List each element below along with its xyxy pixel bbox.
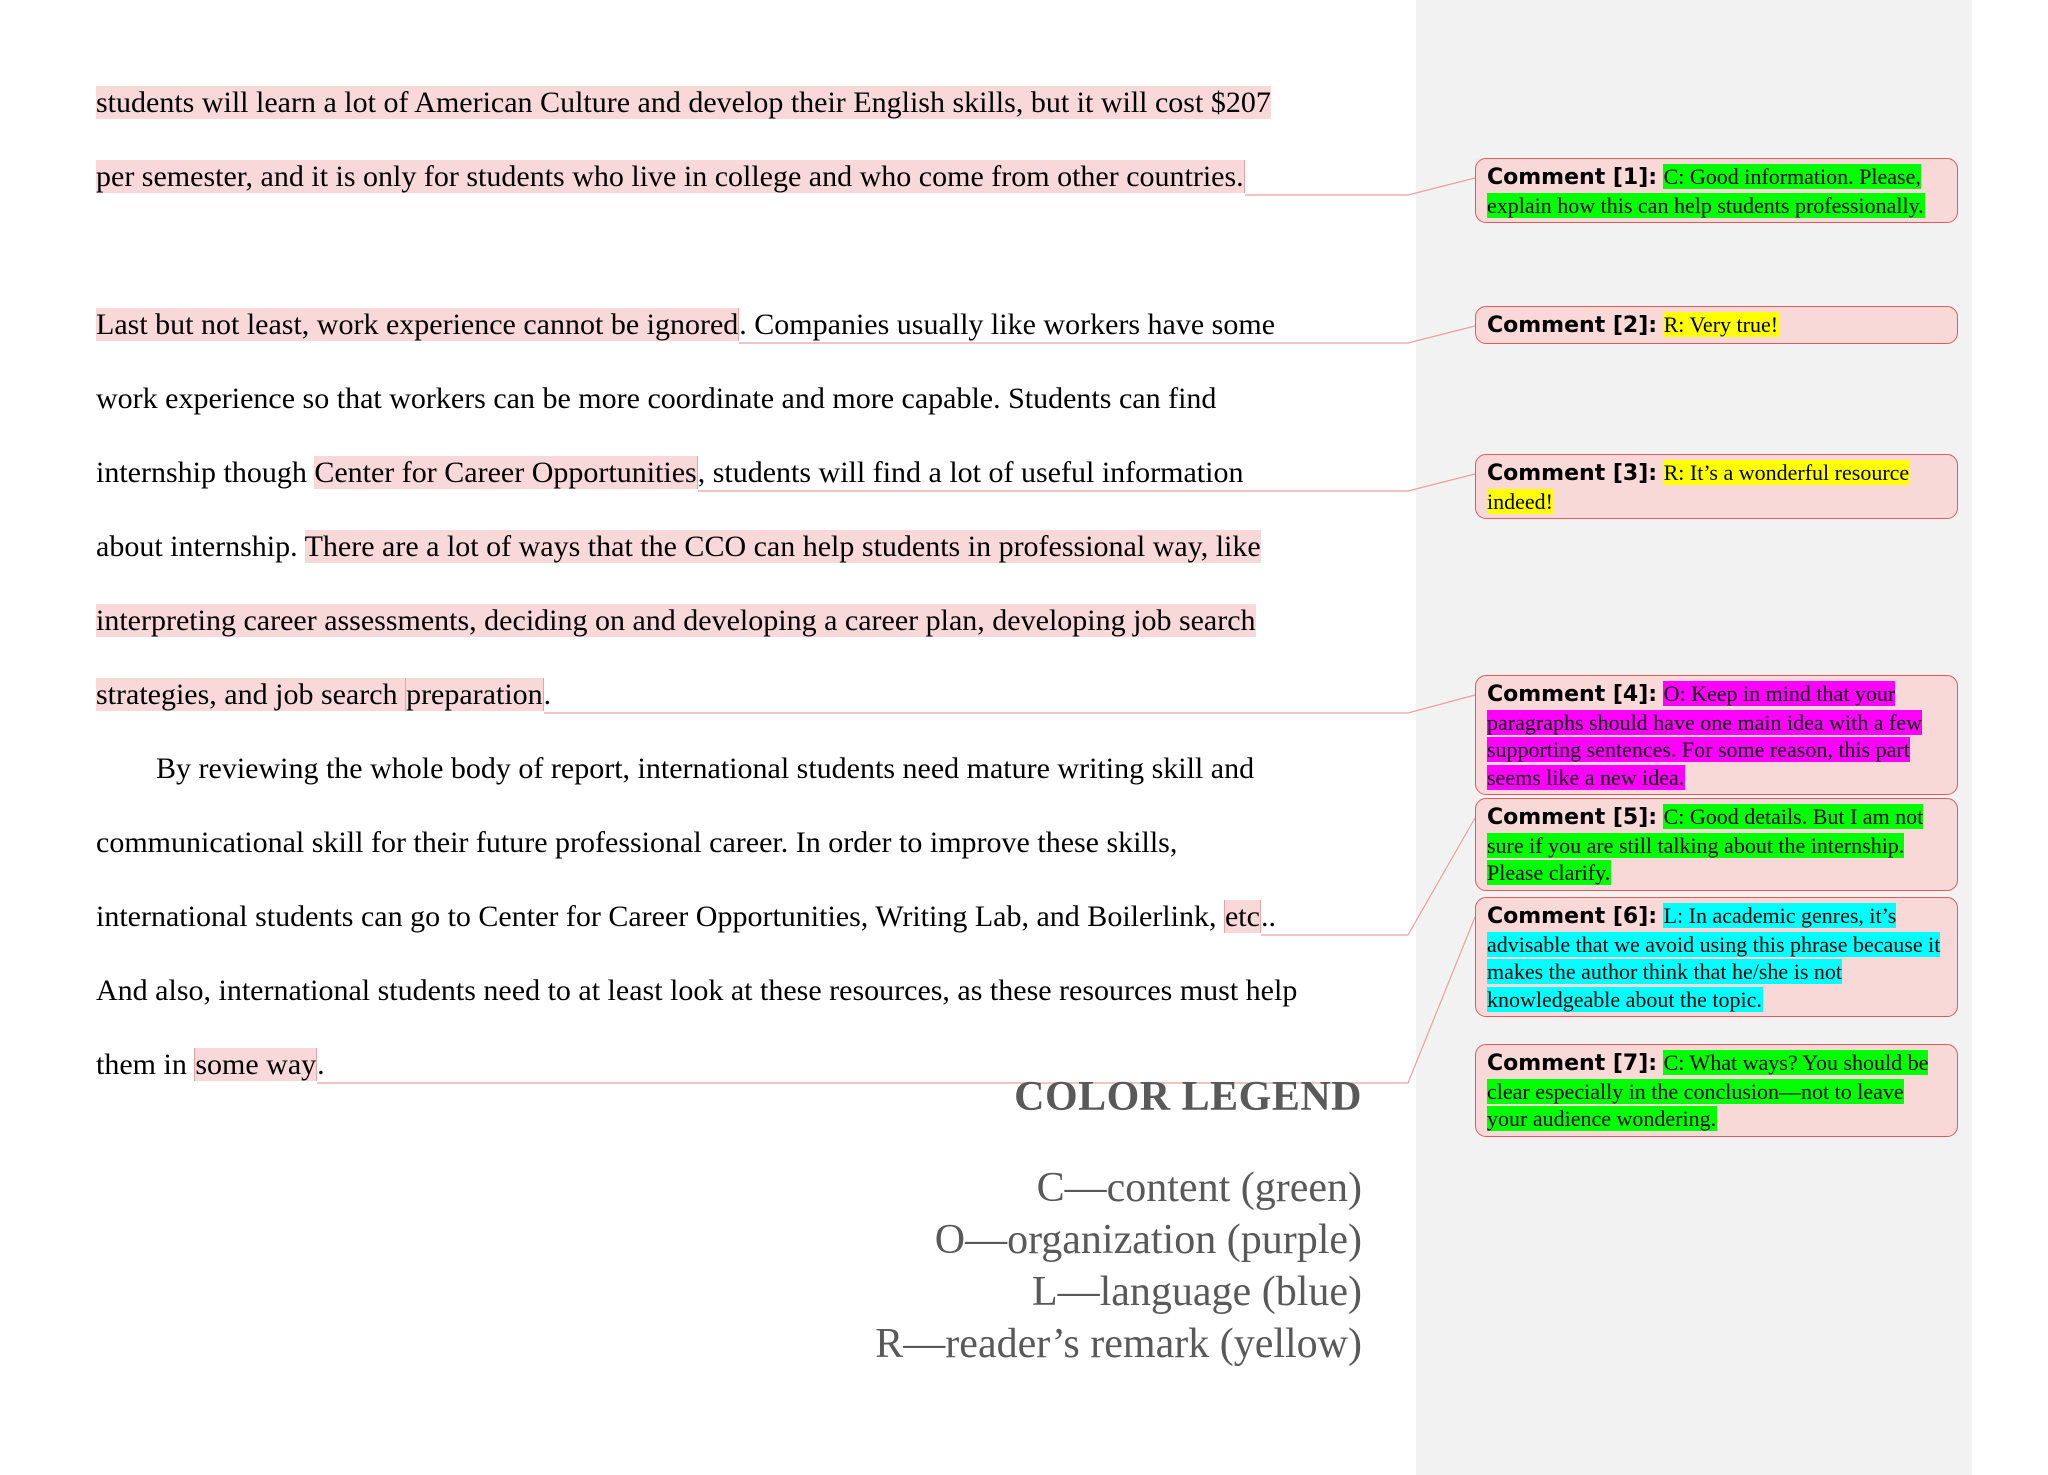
commented-text: students will learn a lot of American Culture and develop their English skills, but it will cost $207 <box>96 86 1271 119</box>
commented-text: strategies, and job search <box>96 678 406 711</box>
comment-balloon[interactable] <box>1475 1044 1958 1137</box>
legend-item-language: L—language (blue) <box>1031 1269 1362 1315</box>
comment-balloon[interactable] <box>1475 454 1958 519</box>
body-text: communicational skill for their future professional career. In order to improve these skills, <box>96 826 1178 859</box>
body-line <box>96 85 1271 121</box>
body-text: international students can go to Center for Career Opportunities, Writing Lab, and Boilerlink, <box>96 900 1224 933</box>
comment-balloon[interactable] <box>1475 158 1958 223</box>
commented-text: per semester, and it is only for students who live in college and who come from other countries. <box>96 160 1244 193</box>
body-text: about internship. <box>96 530 305 563</box>
body-line <box>96 1047 325 1083</box>
comment-label: Comment [5]: <box>1487 805 1658 830</box>
comment-text: C: What ways? You should be clear especially in the conclusion—not to leave your audience wondering. <box>1487 1050 1929 1131</box>
body-text: By reviewing the whole body of report, international students need mature writing skill and <box>96 752 1255 785</box>
comment-text: C: Good details. But I am not sure if you are still talking about the internship. Please clarify. <box>1487 804 1924 885</box>
comment-label: Comment [3]: <box>1487 461 1658 486</box>
body-line <box>96 973 1297 1009</box>
body-text: . Companies usually like workers have some <box>739 308 1276 341</box>
legend-title: COLOR LEGEND <box>1014 1074 1362 1120</box>
comment-label: Comment [1]: <box>1487 165 1658 190</box>
color-legend <box>875 1070 1362 1370</box>
body-line <box>96 899 1276 935</box>
commented-text: preparation <box>406 678 543 711</box>
outer-background <box>1972 0 2048 1475</box>
comment-text: R: Very true! <box>1663 312 1779 337</box>
comment-label: Comment [4]: <box>1487 682 1658 707</box>
body-line <box>96 677 551 713</box>
comment-label: Comment [7]: <box>1487 1051 1658 1076</box>
body-line <box>96 455 1243 491</box>
comment-text: R: It’s a wonderful resource indeed! <box>1487 460 1910 514</box>
body-line <box>96 529 1261 565</box>
legend-item-content: C—content (green) <box>1036 1165 1362 1211</box>
body-text: . <box>317 1048 325 1081</box>
body-text: .. <box>1260 900 1276 933</box>
body-text: . <box>543 678 552 711</box>
body-line <box>96 825 1177 861</box>
body-text: And also, international students need to at least look at these resources, as these resources must help <box>96 974 1298 1007</box>
comment-text: L: In academic genres, it’s advisable that we avoid using this phrase because it makes the author think that he/she is not knowledgeable about the topic. <box>1487 903 1941 1012</box>
legend-item-organization: O—organization (purple) <box>934 1217 1362 1263</box>
comment-balloon[interactable] <box>1475 798 1958 891</box>
body-text: them in <box>96 1048 195 1081</box>
body-line <box>96 381 1216 417</box>
body-line <box>96 751 1254 787</box>
body-text: internship though <box>96 456 315 489</box>
commented-text: There are a lot of ways that the CCO can help students in professional way, like <box>304 530 1261 563</box>
comment-balloon[interactable] <box>1475 306 1958 344</box>
comment-text: C: Good information. Please, explain how this can help students professionally. <box>1487 164 1924 218</box>
legend-item-reader-remark: R—reader’s remark (yellow) <box>875 1321 1362 1367</box>
commented-text: interpreting career assessments, deciding on and developing a career plan, developing job search <box>96 604 1256 637</box>
comment-balloon[interactable] <box>1475 897 1958 1017</box>
body-line <box>96 603 1256 639</box>
commented-text: Center for Career Opportunities <box>314 456 697 489</box>
body-line <box>96 307 1275 343</box>
commented-text: etc <box>1224 900 1260 933</box>
body-line <box>96 159 1245 195</box>
commented-text: Last but not least, work experience cannot be ignored <box>96 308 739 341</box>
comment-balloon[interactable] <box>1475 675 1958 795</box>
body-text: , students will find a lot of useful information <box>697 456 1244 489</box>
comment-text: O: Keep in mind that your paragraphs should have one main idea with a few supporting sentences. For some reason, this part seems like a new idea. <box>1487 681 1922 790</box>
commented-text: some way <box>195 1048 317 1081</box>
comment-label: Comment [6]: <box>1487 904 1658 929</box>
body-text: work experience so that workers can be more coordinate and more capable. Students can find <box>96 382 1217 415</box>
comment-label: Comment [2]: <box>1487 313 1658 338</box>
